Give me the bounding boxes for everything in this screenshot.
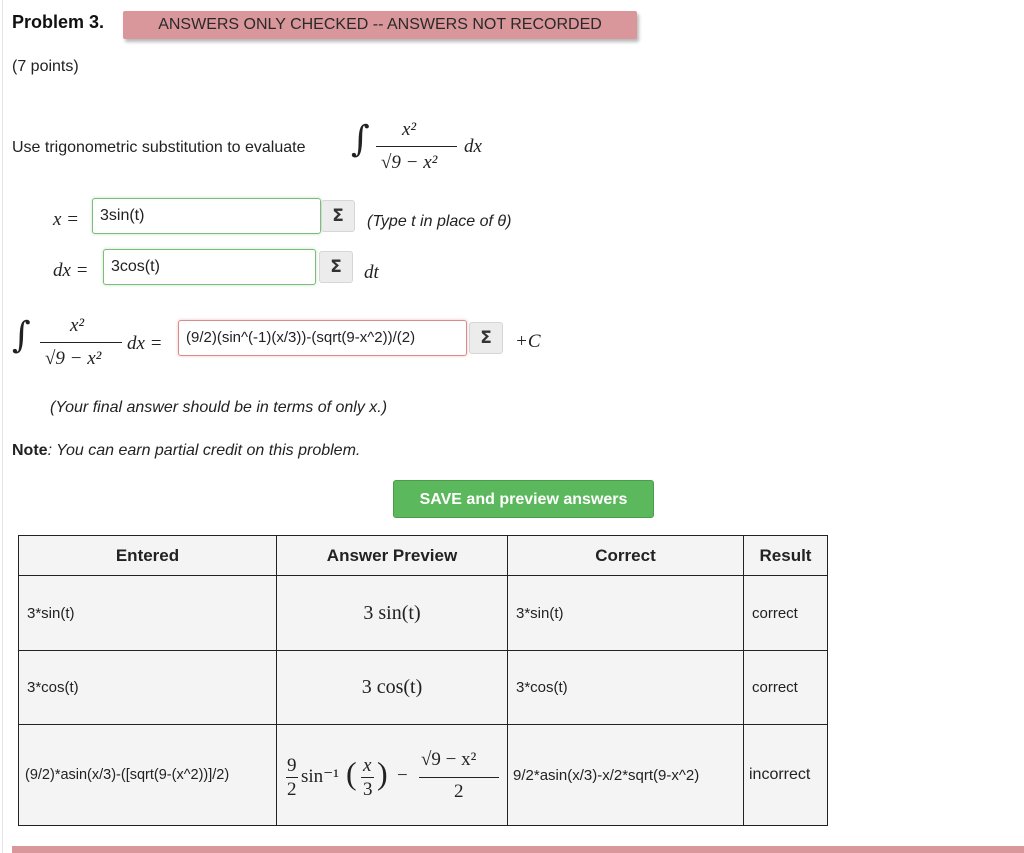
preview-minus: − [397,765,408,786]
answer-integrand-numerator: x² [70,315,85,336]
problem-title: Problem 3. [12,12,105,32]
table-row [19,576,828,651]
preview-den-two: 2 [454,781,464,802]
dx-answer-input[interactable]: 3cos(t) [103,249,316,285]
partial-credit-note [12,442,360,460]
integral-answer-input[interactable]: (9/2)(sin^(-1)(x/3))-(sqrt(9-x^2))/(2) [178,320,467,356]
preview-paren-right: ) [377,755,388,791]
save-preview-button[interactable]: SAVE and preview answers [393,480,654,518]
header-answer-preview: Answer Preview [277,536,508,576]
preview-nine: 9 [287,755,297,776]
final-answer-note: (Your final answer should be in terms of only x.) [50,399,388,416]
header-entered: Entered [19,536,277,576]
x-hint: (Type t in place of θ) [367,213,512,230]
entered-cell: 3*cos(t) [19,651,277,725]
table-row [19,651,828,725]
result-cell: incorrect [744,725,828,826]
preview-cell: 3 sin(t) [277,576,508,651]
preview-paren-left: ( [346,755,357,791]
dx-equation-editor-button[interactable]: Σ [319,251,353,283]
integrand-numerator: x² [402,119,417,140]
preview-math [277,725,507,825]
result-cell: correct [744,651,828,725]
preview-sin-inverse: sin⁻¹ [301,766,339,787]
status-badge: ANSWERS ONLY CHECKED -- ANSWERS NOT RECORDED [123,11,637,39]
header-correct: Correct [508,536,744,576]
entered-cell: (9/2)*asin(x/3)-([sqrt(9-(x^2))]/2) [19,725,277,826]
preview-two: 2 [287,779,297,800]
answer-integrand-denominator: √9 − x² [45,348,102,369]
preview-frac-bar-2 [361,777,374,778]
integral-sign-icon: ∫ [12,315,31,356]
integrand-fraction-bar [376,146,457,147]
correct-cell: 3*sin(t) [508,576,744,651]
preview-frac-bar-3 [419,777,499,778]
answer-dx-equals: dx = [127,333,163,354]
page-left-border [2,0,3,853]
table-row [19,725,828,826]
dt-label: dt [364,262,379,283]
preview-frac-bar-1 [286,777,298,778]
correct-cell: 9/2*asin(x/3)-x/2*sqrt(9-x^2) [508,725,744,826]
preview-cell [277,725,508,826]
integrand-denominator: √9 − x² [381,152,438,173]
preview-cell: 3 cos(t) [277,651,508,725]
problem-dx: dx [464,136,482,157]
table-header-row [19,536,828,576]
note-text: : You can earn partial credit on this problem. [47,442,361,459]
header-result: Result [744,536,828,576]
result-cell: correct [744,576,828,651]
instruction-text: Use trigonometric substitution to evaluate [12,139,306,156]
preview-x: x [363,755,372,776]
preview-three: 3 [363,779,373,800]
dx-label: dx = [53,260,89,281]
entered-cell: 3*sin(t) [19,576,277,651]
note-label: Note [12,442,48,459]
plus-c: +C [515,331,541,352]
preview-sqrt-expr: √9 − x² [421,749,477,770]
integral-sign-icon: ∫ [351,119,370,160]
answer-integrand-fraction-bar [40,342,122,343]
integral-equation-editor-button[interactable]: Σ [469,322,503,354]
x-label: x = [53,209,80,230]
points-label: (7 points) [12,58,79,75]
next-problem-status-bar [12,846,1024,853]
x-answer-input[interactable]: 3sin(t) [92,198,321,234]
results-table [18,535,828,826]
x-equation-editor-button[interactable]: Σ [321,200,355,232]
correct-cell: 3*cos(t) [508,651,744,725]
